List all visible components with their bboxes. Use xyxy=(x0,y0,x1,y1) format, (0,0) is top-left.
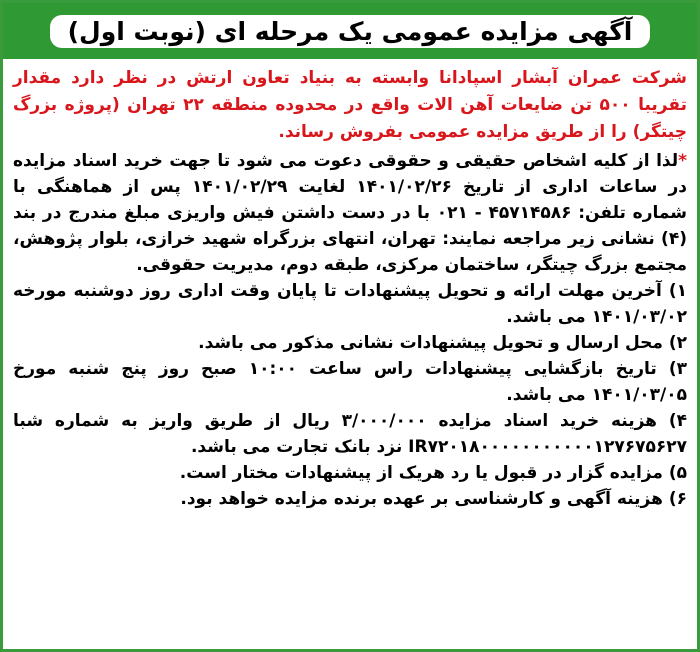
list-item: ۳) تاریخ بازگشایی پیشنهادات راس ساعت ۱۰:۰۰ صبح روز پنج شنبه مورخ ۱۴۰۱/۰۳/۰۵ می باشد. xyxy=(13,359,687,405)
list-item: ۶) هزینه آگهی و کارشناسی بر عهده برنده مزایده خواهد بود. xyxy=(180,489,687,509)
invitation-text: لذا از کلیه اشخاص حقیقی و حقوقی دعوت می شود تا جهت خرید اسناد مزایده در ساعات اداری از تاریخ ۱۴۰۱/۰۲/۲۶ لغایت ۱۴۰۱/۰۲/۲۹ پس از هماهنگی با شماره تلفن: ۴۵۷۱۴۵۸۶ - ۰۲۱ با در دست داشتن فیش واریزی مبلغ مندرج در بند (۴) نشانی زیر مراجعه نمایند: تهران، انتهای بزرگراه شهید خرازی، بلوار پژوهش، مجتمع بزرگ چیتگر، ساختمان مرکزی، طبقه دوم، مدیریت حقوقی. xyxy=(13,151,687,275)
notice-header xyxy=(3,3,697,59)
list-item: ۱) آخرین مهلت ارائه و تحویل پیشنهادات تا پایان وقت اداری روز دوشنبه مورخه ۱۴۰۱/۰۳/۰۲ می باشد. xyxy=(13,281,687,327)
list-item: ۵) مزایده گزار در قبول یا رد هریک از پیشنهادات مختار است. xyxy=(179,463,687,483)
list-item: ۴) هزینه خرید اسناد مزایده ۳/۰۰۰/۰۰۰ ریال از طریق واریز به شماره شبا IR۷۲۰۱۸۰۰۰۰۰۰۰۰۰۰۰۱۲۷۶۷۵۶۲۷ نزد بانک تجارت می باشد. xyxy=(13,411,687,457)
intro-paragraph: شرکت عمران آبشار اسپادانا وابسته به بنیاد تعاون ارتش در نظر دارد مقدار تقریبا ۵۰۰ تن ضایعات آهن الات واقع در محدوده منطقه ۲۲ تهران (پروژه بزرگ چیتگر) را از طریق مزایده عمومی بفروش رساند. xyxy=(13,68,688,142)
star-bullet: * xyxy=(678,151,687,171)
notice-title: آگهی مزایده عمومی یک مرحله ای (نوبت اول) xyxy=(50,15,651,48)
conditions-list xyxy=(13,278,687,512)
notice-body xyxy=(13,65,687,512)
invitation-paragraph xyxy=(13,148,687,278)
list-item: ۲) محل ارسال و تحویل پیشنهادات نشانی مذکور می باشد. xyxy=(198,333,687,353)
